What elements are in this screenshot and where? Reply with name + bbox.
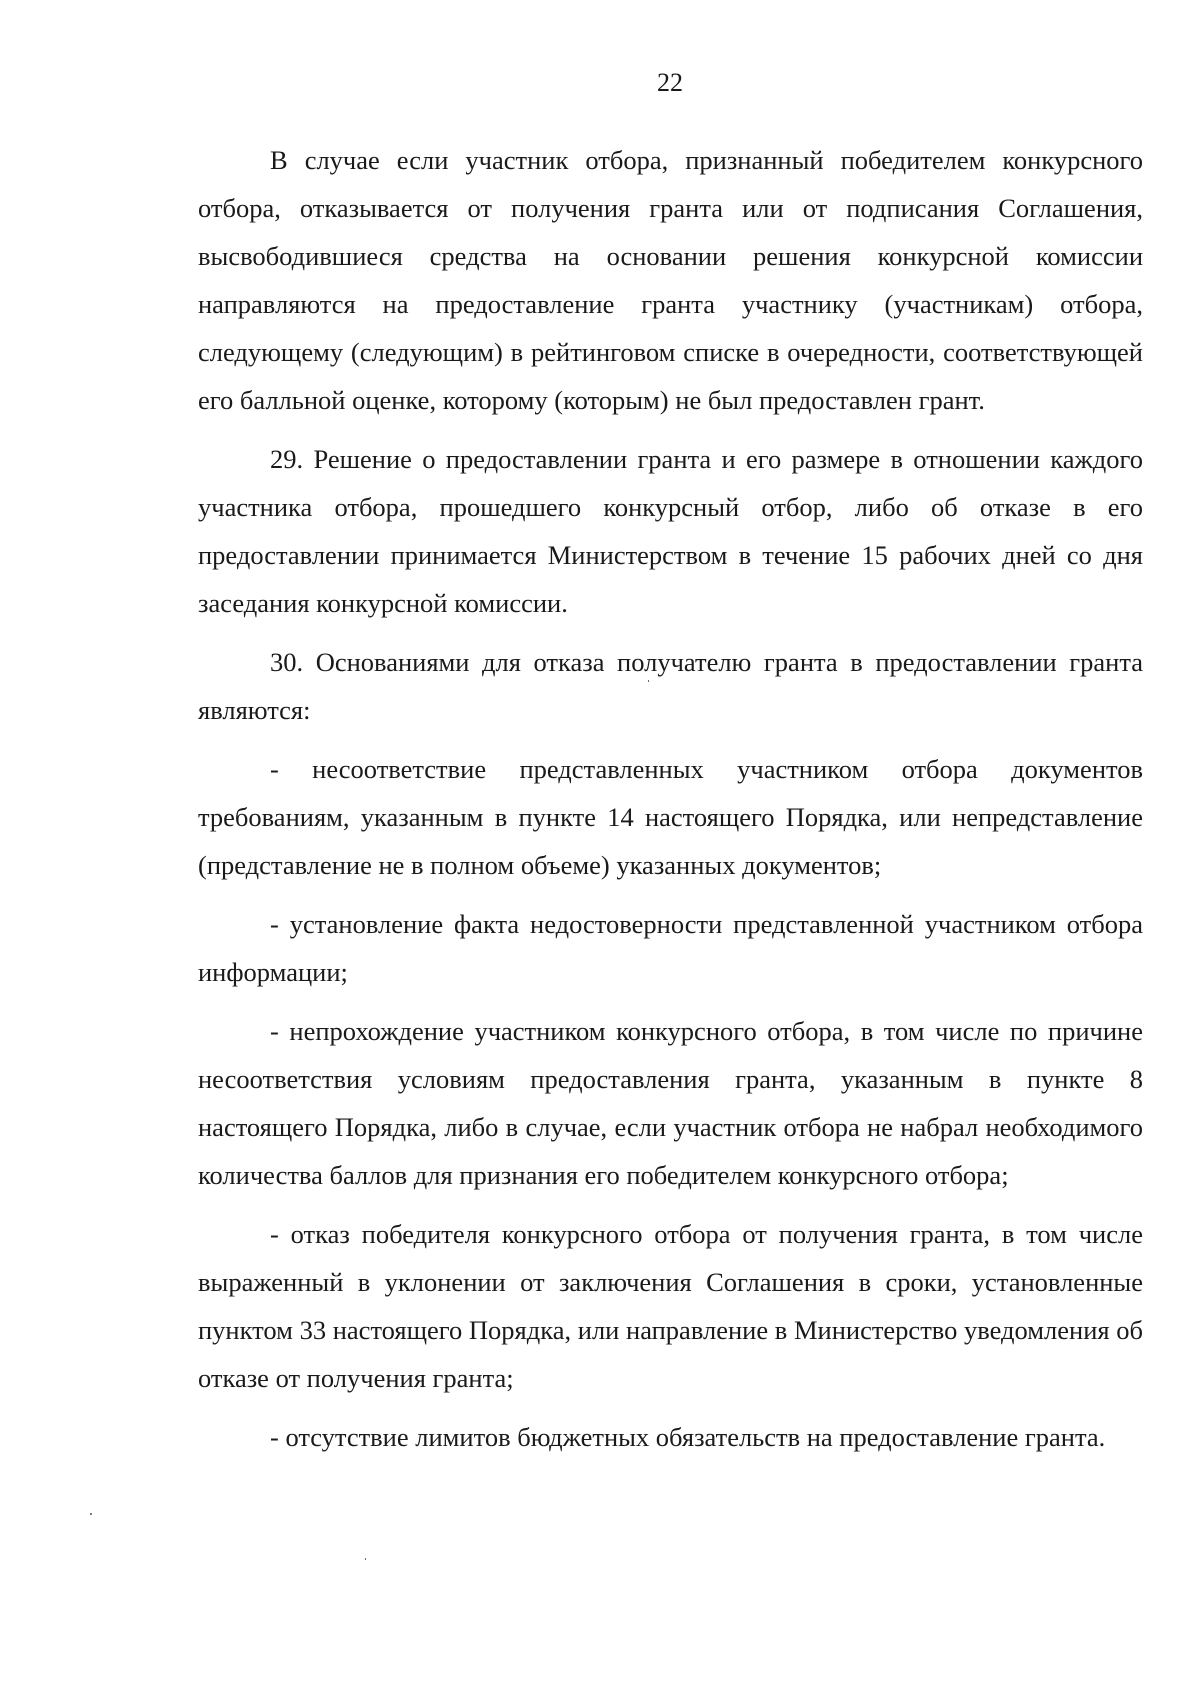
list-item-winner-refusal: - отказ победителя конкурсного отбора от получения гранта, в том числе выраженный в уклонении от заключения Соглашения в сроки, установленные пунктом 33 настоящего Порядка, или направление в Министерство уведомления об отказе от получения гранта; <box>198 1219 1143 1393</box>
paragraph-grant-reallocation: В случае если участник отбора, признанный победителем конкурсного отбора, отказывается от получения гранта или от подписания Соглашения, высвободившиеся средства на основании решения конкурсной комиссии направляются на предоставление гранта участнику (участникам) отбора, следующему (следующим) в рейтинговом списке в очередности, соответствующей его балльной оценке, которому (которым) не был предоставлен грант. <box>198 145 1143 415</box>
document-body <box>198 136 1143 1461</box>
scan-speck <box>365 1558 366 1560</box>
list-item-false-information: - установление факта недостоверности представленной участником отбора информации; <box>198 909 1143 987</box>
scan-speck <box>90 1513 92 1515</box>
list-item-no-budget-limits: - отсутствие лимитов бюджетных обязательств на предоставление гранта. <box>270 1422 1106 1452</box>
page-number: 22 <box>657 68 683 97</box>
paragraph-29-decision: 29. Решение о предоставлении гранта и его размере в отношении каждого участника отбора, прошедшего конкурсный отбор, либо об отказе в его предоставлении принимается Министерством в течение 15 рабочих дней со дня заседания конкурсной комиссии. <box>198 444 1143 618</box>
list-item-selection-failure: - непрохождение участником конкурсного отбора, в том числе по причине несоответствия условиям предоставления гранта, указанным в пункте 8 настоящего Порядка, либо в случае, если участник отбора не набрал необходимого количества баллов для признания его победителем конкурсного отбора; <box>198 1016 1143 1190</box>
list-item-document-mismatch: - несоответствие представленных участником отбора документов требованиям, указанным в пункте 14 настоящего Порядка, или непредставление (представление не в полном объеме) указанных документов; <box>198 754 1143 880</box>
paragraph-30-refusal-grounds: 30. Основаниями для отказа получателю гранта в предоставлении гранта являются: <box>198 647 1143 725</box>
scan-speck <box>648 680 649 682</box>
